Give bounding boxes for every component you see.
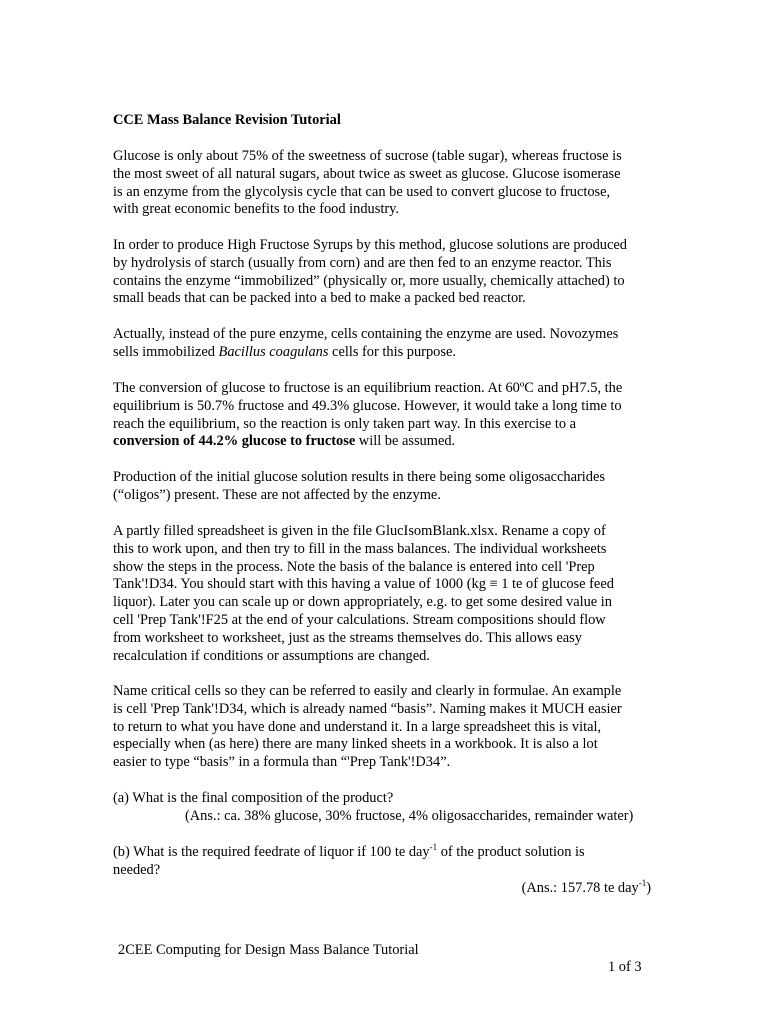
- text-line: cell 'Prep Tank'!F25 at the end of your calculations. Stream compositions should flow: [113, 611, 606, 628]
- text-line: liquor). Later you can scale up or down appropriately, e.g. to get some desired value in: [113, 594, 612, 611]
- text-line: In order to produce High Fructose Syrups by this method, glucose solutions are produced: [113, 237, 627, 253]
- text-line: the most sweet of all natural sugars, about twice as sweet as glucose. Glucose isomerase: [113, 165, 621, 182]
- question-a: (a) What is the final composition of the product?: [113, 790, 394, 806]
- paragraph-naming-cells: [113, 683, 658, 772]
- text-line: easier to type “basis” in a formula than “'Prep Tank'!D34”.: [113, 754, 451, 771]
- paragraph-sweetness: [113, 148, 658, 219]
- paragraph-hfs-production: [113, 237, 658, 308]
- answer-b: [522, 880, 651, 897]
- species-name: Bacillus coagulans: [218, 343, 329, 360]
- paragraph-conversion: [113, 380, 658, 451]
- text-segment: (b) What is the required feedrate of liquor if 100 te day: [113, 844, 430, 860]
- text-line: The conversion of glucose to fructose is an equilibrium reaction. At 60ºC and pH7.5, the: [113, 380, 623, 396]
- text-line: equilibrium is 50.7% fructose and 49.3% glucose. However, it would take a long time to: [113, 397, 622, 414]
- text-line: Tank'!D34. You should start with this having a value of 1000 (kg ≡ 1 te of glucose feed: [113, 576, 614, 593]
- text-line: small beads that can be packed into a bed to make a packed bed reactor.: [113, 290, 526, 307]
- document-title: CCE Mass Balance Revision Tutorial: [113, 112, 341, 128]
- text-segment: will be assumed.: [355, 433, 456, 450]
- text-line: reach the equilibrium, so the reaction is only taken part way. In this exercise to a: [113, 415, 577, 432]
- text-segment: of the product solution is: [437, 844, 585, 860]
- text-line: Actually, instead of the pure enzyme, cells containing the enzyme are used. Novozymes: [113, 326, 619, 342]
- text-line: contains the enzyme “immobilized” (physically or, more usually, chemically attached) to: [113, 272, 625, 289]
- conversion-emphasis: conversion of 44.2% glucose to fructose: [113, 433, 356, 450]
- text-line: especially when (as here) there are many linked sheets in a workbook. It is also a lot: [113, 736, 598, 753]
- text-line: [113, 344, 658, 362]
- text-line: A partly filled spreadsheet is given in the file GlucIsomBlank.xlsx. Rename a copy of: [113, 523, 606, 539]
- text-line: is cell 'Prep Tank'!D34, which is already named “basis”. Naming makes it MUCH easier: [113, 700, 622, 717]
- paragraph-oligos: [113, 469, 658, 505]
- text-line: show the steps in the process. Note the basis of the balance is entered into cell 'Prep: [113, 558, 595, 575]
- text-line: Name critical cells so they can be referred to easily and clearly in formulae. An example: [113, 683, 622, 699]
- page-number: 1 of 3: [608, 959, 642, 975]
- text-line: [113, 433, 658, 451]
- superscript: -1: [638, 878, 647, 888]
- text-line: is an enzyme from the glycolysis cycle that can be used to convert glucose to fructose,: [113, 183, 611, 200]
- paragraph-spreadsheet: [113, 523, 658, 665]
- text-line: by hydrolysis of starch (usually from corn) and are then fed to an enzyme reactor. This: [113, 254, 612, 271]
- question-b: [113, 844, 658, 880]
- text-line: [113, 844, 658, 862]
- text-segment: sells immobilized: [113, 343, 219, 360]
- text-segment: (Ans.: 157.78 te day: [521, 880, 639, 896]
- superscript: -1: [429, 842, 438, 852]
- text-line: Glucose is only about 75% of the sweetness of sucrose (table sugar), whereas fructose is: [113, 148, 622, 164]
- text-line: to return to what you have done and understand it. In a large spreadsheet this is vital,: [113, 718, 602, 735]
- paragraph-immobilized-cells: [113, 326, 658, 362]
- text-line: needed?: [113, 861, 161, 878]
- page-footer: 2CEE Computing for Design Mass Balance Tutorial: [118, 942, 419, 958]
- text-line: (“oligos”) present. These are not affected by the enzyme.: [113, 486, 441, 503]
- text-line: Production of the initial glucose solution results in there being some oligosaccharides: [113, 469, 605, 485]
- text-segment: ): [646, 880, 651, 896]
- text-line: recalculation if conditions or assumptions are changed.: [113, 647, 430, 664]
- text-line: this to work upon, and then try to fill in the mass balances. The individual worksheets: [113, 540, 607, 557]
- answer-a: (Ans.: ca. 38% glucose, 30% fructose, 4% oligosaccharides, remainder water): [185, 808, 634, 824]
- text-line: with great economic benefits to the food industry.: [113, 201, 400, 218]
- text-line: from worksheet to worksheet, just as the streams themselves do. This allows easy: [113, 629, 582, 646]
- text-segment: cells for this purpose.: [328, 343, 456, 360]
